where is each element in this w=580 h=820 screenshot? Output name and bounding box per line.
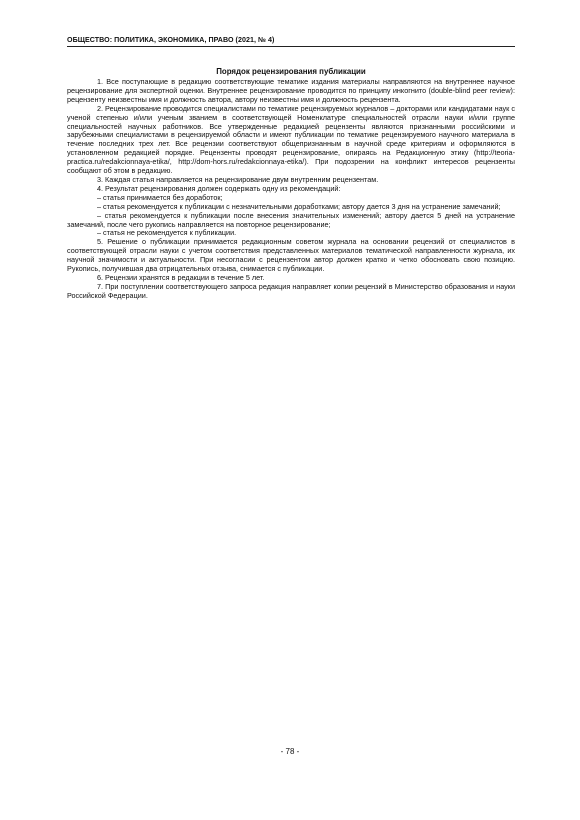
running-header: ОБЩЕСТВО: ПОЛИТИКА, ЭКОНОМИКА, ПРАВО (2021, № 4) bbox=[67, 36, 275, 44]
paragraph-2: 2. Рецензирование проводится специалистами по тематике рецензируемых журналов – докторами или кандидатами наук с ученой степенью и/или ученым званием в соответствующей Номенклатуре специальностей отрасли науки и/или группе специальностей научных работников. Все утвержденные редакцией рецензенты являются признанными российскими и зарубежными специалистами в рецензируемой области и имеют публикации по тематике рецензируемого научного материала в течение последних трех лет. Все рецензии соответствуют общепризнанным в научной среде критериям и оформляются в установленном редакцией порядке. Рецензенты проводят рецензирование, опираясь на Редакционную этику (http://teoria-practica.ru/redakcionnaya-etika/, http://dom-hors.ru/redakcionnaya-etika/). При подозрении на конфликт интересов рецензенты сообщают об этом в редакцию. bbox=[67, 103, 515, 176]
recommendation-item: – статья рекомендуется к публикации после внесения значительных изменений; автору дается 5 дней на устранение замечаний, после чего рукопись направляется на повторное рецензирование; bbox=[67, 210, 515, 229]
paragraph-1: 1. Все поступающие в редакцию соответствующие тематике издания материалы направляются на внутреннее научное рецензирование для экспертной оценки. Внутреннее рецензирование проводится по принципу инкогнито (double-blind peer review): рецензенту неизвестны имя и должность автора, автору неизвестны имя и должность рецензента. bbox=[67, 77, 515, 104]
article-body bbox=[67, 67, 515, 301]
paragraph-6: 6. Рецензии хранятся в редакции в течение 5 лет. bbox=[97, 272, 265, 282]
section-title: Порядок рецензирования публикации bbox=[216, 67, 366, 76]
paragraph-3: 3. Каждая статья направляется на рецензирование двум внутренним рецензентам. bbox=[97, 174, 379, 184]
recommendation-item: – статья рекомендуется к публикации с незначительными доработками; автору дается 3 дня на устранение замечаний; bbox=[97, 201, 501, 211]
recommendation-item: – статья не рекомендуется к публикации. bbox=[97, 228, 237, 238]
paragraph-5: 5. Решение о публикации принимается редакционным советом журнала на основании рецензий от специалистов в соответствующей отрасли науки с учетом соответствия представленных материалов тематической направленности журнала, их научной значимости и актуальности. При несогласии с рецензентом автор должен кратко и четко обосновать свою позицию. Рукопись, получившая два отрицательных отзыва, снимается с публикации. bbox=[67, 237, 515, 274]
header-rule bbox=[67, 46, 515, 47]
paragraph-7: 7. При поступлении соответствующего запроса редакция направляет копии рецензий в Министерство образования и науки Российской Федерации. bbox=[67, 281, 515, 300]
recommendation-item: – статья принимается без доработок; bbox=[97, 192, 223, 202]
paragraph-4: 4. Результат рецензирования должен содержать одну из рекомендаций: bbox=[97, 183, 341, 193]
page-number: - 78 - bbox=[280, 747, 300, 756]
